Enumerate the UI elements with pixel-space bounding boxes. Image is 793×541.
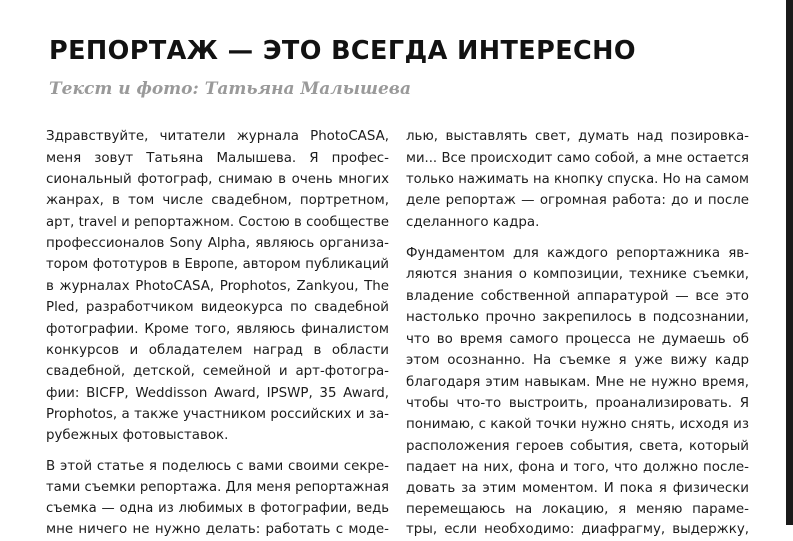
text-line: довать за этим моментом. И пока я физически	[406, 481, 749, 496]
text-line: Pled, разработчиком видеокурса по свадебной	[46, 300, 389, 315]
text-line: съемка — одна из любимых в фотографии, ведь	[46, 501, 389, 516]
article-title: РЕПОРТАЖ — ЭТО ВСЕГДА ИНТЕРЕСНО	[49, 36, 636, 66]
text-line: Prophotos, а также участником российских и за-	[46, 407, 389, 422]
text-line: этом осознанно. На съемке я уже вижу кадр	[406, 353, 749, 368]
text-line: перемещаюсь на локацию, я меняю параме-	[406, 502, 749, 517]
text-line: понимаю, с какой точки нужно снять, исходя из	[406, 417, 749, 432]
text-line: свадебной, детской, семейной и арт-фотогра-	[46, 364, 389, 379]
text-line: жанрах, в том числе свадебном, портретном,	[46, 193, 389, 208]
text-line: тами съемки репортажа. Для меня репортажная	[46, 480, 389, 495]
text-line: лью, выставлять свет, думать над позировка-	[406, 129, 749, 144]
text-line: расположения героев события, света, который	[406, 439, 749, 454]
text-line: чтобы что-то выстроить, проанализировать. Я	[406, 396, 749, 411]
text-line: арт, travel и репортажном. Состою в сообществе	[46, 215, 389, 230]
text-line: рубежных фотовыставок.	[46, 428, 229, 443]
text-line: тры, если необходимо: диафрагму, выдержку,	[406, 522, 749, 537]
text-line: конкурсов и обладателем наград в области	[46, 343, 389, 358]
text-line: деле репортаж — огромная работа: до и после	[406, 193, 749, 208]
text-line: в журналах PhotoCASA, Prophotos, Zankyou, The	[46, 279, 389, 294]
text-line: В этой статье я поделюсь с вами своими секре-	[46, 459, 389, 474]
text-line: Фундаментом для каждого репортажника яв-	[406, 246, 749, 261]
text-line: фотографии. Кроме того, являюсь финалистом	[46, 322, 389, 337]
text-line: только нажимать на кнопку спуска. Но на самом	[406, 172, 749, 187]
text-line: профессионалов Sony Alpha, являюсь организа-	[46, 236, 389, 251]
text-line: владение собственной аппаратурой — все это	[406, 289, 749, 304]
page-edge-border	[786, 0, 793, 525]
text-line: фии: BICFP, Weddisson Award, IPSWP, 35 Award,	[46, 386, 389, 401]
text-line: Здравствуйте, читатели журнала PhotoCASA,	[46, 129, 389, 144]
text-line: что во время самого процесса не думаешь об	[406, 332, 749, 347]
text-line: благодаря этим навыкам. Мне не нужно время,	[406, 375, 749, 390]
text-line: мне ничего не нужно делать: работать с моде-	[46, 522, 389, 537]
text-line: падает на них, фона и того, что должно после-	[406, 460, 749, 475]
article-byline: Текст и фото: Татьяна Малышева	[49, 79, 411, 99]
text-line: ляются знания о композиции, технике съемки,	[406, 267, 749, 282]
text-line: настолько прочно закрепилось в подсознании,	[406, 310, 749, 325]
text-line: меня зовут Татьяна Малышева. Я профес-	[46, 151, 389, 166]
text-line: сделанного кадра.	[406, 215, 540, 230]
text-line: сиональный фотограф, снимаю в очень многих	[46, 172, 389, 187]
text-line: ми... Все происходит само собой, а мне остается	[406, 151, 749, 166]
text-line: тором фототуров в Европе, автором публикаций	[46, 257, 389, 272]
